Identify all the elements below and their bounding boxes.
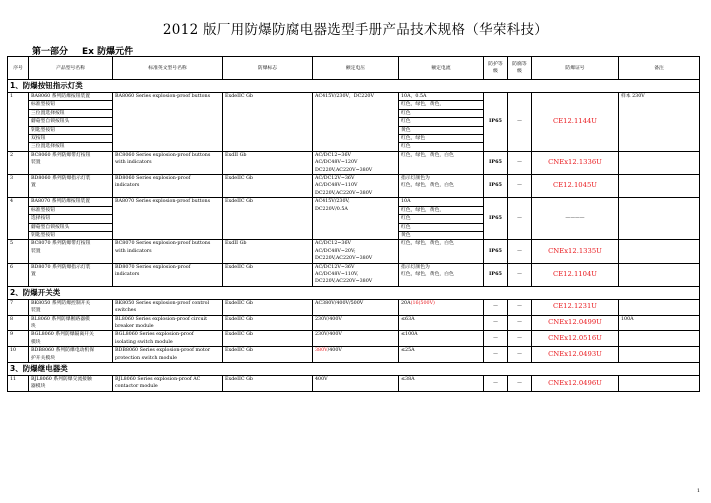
header-voltage: 额定电压: [313, 57, 399, 80]
cell-anticorr: —: [508, 315, 532, 331]
header-en-name: 标准英文型号名称: [113, 57, 223, 80]
cell-line: BJL8060 系列防爆交流接触: [31, 377, 92, 382]
cell-ex-mark: ExdeIIC Gb: [223, 376, 313, 392]
cell-line: BGL8060 Series explosion-proof: [115, 332, 194, 338]
category-row: [8, 363, 700, 376]
category-row: [8, 80, 700, 93]
cell-en-name: [113, 240, 223, 263]
cell-voltage: AC415V/230V，DC220V: [313, 93, 399, 152]
cell-line: BL8060 系列防爆断路器模: [31, 316, 90, 322]
cell-remark: [619, 347, 700, 363]
cell-voltage: [313, 151, 399, 174]
part-label: 第一部分: [32, 47, 69, 57]
cell-line: with indicators: [115, 160, 152, 166]
cell-line: indicators: [115, 183, 140, 189]
cell-remark: [619, 376, 700, 392]
cell-line: AC415V/230V,: [315, 199, 350, 205]
cell-current: [399, 299, 484, 315]
cell-cert: CNEx12.0493U: [532, 347, 619, 363]
cell-anticorr: —: [508, 331, 532, 347]
table-row: [8, 240, 700, 263]
header-ex-mark: 防爆标志: [223, 57, 313, 80]
current-value: 20A: [401, 300, 411, 306]
cell-model: BA8060 系列防爆按钮装置: [29, 93, 113, 101]
cell-current: 10A，0.5A: [399, 93, 484, 101]
voltage-value: 380V: [315, 348, 328, 354]
cell-remark: 100A: [619, 315, 700, 331]
cell-line: 指示灯颜色为: [401, 264, 430, 270]
cell-line: 块: [31, 323, 36, 329]
cell-ex-mark: ExdeIIC Gb: [223, 93, 313, 152]
cell-cert: CNEx12.0496U: [532, 376, 619, 392]
cell-ip: —: [484, 376, 508, 392]
cell-line: BDB8060 系列防爆电动机保: [31, 348, 95, 354]
cell-ex-mark: ExdeIIC Gb: [223, 198, 313, 240]
cell-ex-mark: ExdII Gb: [223, 151, 313, 174]
cell-remark: 样本 230V: [619, 93, 700, 152]
cell-line: BD8070 Series explosion-proof: [115, 264, 191, 270]
cell-en-name: [113, 376, 223, 392]
table-row: [8, 347, 700, 363]
cell-line: AC/DC48V~120V: [315, 160, 358, 166]
cell-current: 红色，绿色，黄色，白色: [399, 240, 484, 263]
cell-en-name: BA8070 Series explosion-proof buttons: [113, 198, 223, 240]
cell-current: ≤63A: [399, 315, 484, 331]
cell-seq: 11: [8, 376, 29, 392]
cell-line: BD8070 系列防爆指示灯装: [31, 264, 91, 270]
cell-voltage: AC380V/400V/500V: [313, 299, 399, 315]
cell-current: 红色: [399, 223, 484, 231]
cell-model: [29, 240, 113, 263]
cell-ex-mark: ExdeIIC Gb: [223, 263, 313, 286]
cell-line: 红色，绿色，黄色，白色: [401, 271, 454, 277]
header-row: [8, 57, 700, 80]
cell-seq: 10: [8, 347, 29, 363]
cell-en-name: BA8060 Series explosion-proof buttons: [113, 93, 223, 152]
category-row: [8, 286, 700, 299]
cell-line: isolating switch module: [115, 339, 173, 345]
table-row: [8, 376, 700, 392]
cell-voltage: [313, 263, 399, 286]
cell-cert: CNEx12.0516U: [532, 331, 619, 347]
cell-current: 红色: [399, 118, 484, 126]
spec-table: [7, 56, 700, 392]
cell-model: [29, 315, 113, 331]
cell-ex-mark: ExdeIIC Gb: [223, 299, 313, 315]
category-title: 2、防爆开关类: [8, 286, 700, 299]
cell-voltage: [313, 240, 399, 263]
table-row: [8, 198, 700, 206]
cell-model: [29, 299, 113, 315]
cell-cert: CNEx12.0499U: [532, 315, 619, 331]
table-row: [8, 299, 700, 315]
cell-line: 装置: [31, 248, 41, 254]
cell-model: 选择按钮: [29, 215, 113, 223]
cell-line: 器模块: [31, 384, 46, 390]
cell-model: [29, 347, 113, 363]
cell-line: BK8050 Series explosion-proof control: [115, 300, 209, 306]
cell-line: BGL8060 系列防爆隔离开关: [31, 332, 94, 338]
cell-model: BA8070 系列防爆按钮装置: [29, 198, 113, 206]
cell-line: DC220V,AC220V~380V: [315, 167, 373, 173]
cell-line: 模块: [31, 339, 41, 345]
cell-line: BC8070 系列防爆带灯按钮: [31, 241, 91, 247]
cell-line: BD8060 Series explosion-proof: [115, 176, 191, 182]
header-model: 产品型号名称: [29, 57, 113, 80]
header-seq: 序号: [8, 57, 29, 80]
cell-ip: —: [484, 331, 508, 347]
cell-line: protection switch module: [115, 355, 177, 361]
cell-seq: 4: [8, 198, 29, 240]
cell-en-name: [113, 151, 223, 174]
cell-en-name: [113, 347, 223, 363]
cell-model: 钥匙型按钮: [29, 231, 113, 239]
table-row: [8, 331, 700, 347]
cell-anticorr: —: [508, 93, 532, 152]
cell-anticorr: —: [508, 299, 532, 315]
cell-remark: [619, 175, 700, 198]
header-current: 额定电流: [399, 57, 484, 80]
cell-seq: 3: [8, 175, 29, 198]
category-title: 1、防爆按钮指示灯类: [8, 80, 700, 93]
cell-seq: 1: [8, 93, 29, 152]
cell-line: DC220V,AC220V~380V: [315, 256, 373, 262]
cell-model: 标准型按钮: [29, 206, 113, 214]
cell-current: 红色: [399, 143, 484, 151]
cell-ex-mark: ExdII Gb: [223, 240, 313, 263]
cell-line: BL8060 Series explosion-proof circuit: [115, 316, 208, 322]
cell-en-name: [113, 299, 223, 315]
cell-remark: [619, 299, 700, 315]
document-title: 2012 版厂用防爆防腐电器选型手册产品技术规格（华荣科技）: [162, 22, 549, 38]
cell-cert: CE12.1045U: [532, 175, 619, 198]
cell-voltage: [313, 198, 399, 240]
cell-current: 黄色: [399, 126, 484, 134]
page-number: 1: [696, 488, 700, 494]
part-name: Ex 防爆元件: [82, 47, 134, 57]
current-note: (16(500V): [410, 300, 435, 306]
header-remark: 备注: [619, 57, 700, 80]
cell-current: [399, 263, 484, 286]
cell-line: 置: [31, 271, 36, 277]
table-row: [8, 175, 700, 198]
table-row: [8, 93, 700, 101]
cell-model: 蘑菇型自锁按钮头: [29, 223, 113, 231]
cell-anticorr: —: [508, 240, 532, 263]
cell-line: AC/DC12~36V: [315, 241, 351, 247]
cell-line: AC/DC48V~110V,: [315, 271, 359, 277]
cell-seq: 9: [8, 331, 29, 347]
cell-ex-mark: ExdeIIC Gb: [223, 315, 313, 331]
cell-current: ≤25A: [399, 347, 484, 363]
cell-model: 三位置选择按钮: [29, 143, 113, 151]
cell-line: AC/DC12~36V: [315, 152, 351, 158]
cell-line: DC220V/0.5A: [315, 206, 348, 212]
cell-anticorr: —: [508, 347, 532, 363]
cell-en-name: [113, 315, 223, 331]
cell-line: indicators: [115, 271, 140, 277]
cell-model: [29, 263, 113, 286]
cell-anticorr: —: [508, 198, 532, 240]
cell-cert: CE12.1104U: [532, 263, 619, 286]
cell-model: 蘑菇型自锁按钮头: [29, 118, 113, 126]
cell-line: contactor module: [115, 384, 158, 390]
cell-en-name: [113, 263, 223, 286]
cell-line: AC/DC48V~110V: [315, 183, 358, 189]
cell-line: DC220V,AC220V~380V: [315, 190, 373, 196]
cell-line: BC8060 Series explosion-proof buttons: [115, 152, 211, 158]
cell-current: 红色，绿色，黄色，: [399, 101, 484, 109]
category-title: 3、防爆继电器类: [8, 363, 700, 376]
cell-current: 红色，绿色，黄色，白色: [399, 151, 484, 174]
cell-current: 红色，绿色: [399, 135, 484, 143]
cell-ex-mark: ExdeIIC Gb: [223, 347, 313, 363]
cell-anticorr: —: [508, 151, 532, 174]
cell-current: 红色: [399, 215, 484, 223]
cell-seq: 8: [8, 315, 29, 331]
cell-line: BJL8060 Series explosion-proof AC: [115, 377, 201, 382]
cell-line: AC/DC12V~36V: [315, 264, 355, 270]
cell-line: with indicators: [115, 248, 152, 254]
cell-model: [29, 175, 113, 198]
cell-ip: IP65: [484, 198, 508, 240]
cell-remark: [619, 240, 700, 263]
cell-ex-mark: ExdeIIC Gb: [223, 175, 313, 198]
cell-model: [29, 376, 113, 392]
cell-cert: ————: [532, 198, 619, 240]
cell-current: [399, 175, 484, 198]
cell-line: 置: [31, 183, 36, 189]
cell-ip: IP65: [484, 93, 508, 152]
voltage-rest: /400V: [327, 348, 342, 354]
cell-voltage: 230V/400V: [313, 315, 399, 331]
table-row: [8, 315, 700, 331]
cell-line: 指示灯颜色为: [401, 176, 430, 182]
cell-en-name: [113, 175, 223, 198]
table-row: [8, 151, 700, 174]
cell-cert: CNEx12.1335U: [532, 240, 619, 263]
cell-cert: CE12.1231U: [532, 299, 619, 315]
cell-line: 红色，绿色，黄色，白色: [401, 183, 454, 189]
cell-remark: [619, 151, 700, 174]
cell-model: 标准型按钮: [29, 101, 113, 109]
cell-current: ≤38A: [399, 376, 484, 392]
cell-model: 双按钮: [29, 135, 113, 143]
cell-anticorr: —: [508, 376, 532, 392]
cell-model: 钥匙型按钮: [29, 126, 113, 134]
cell-remark: [619, 263, 700, 286]
cell-ip: —: [484, 315, 508, 331]
cell-current: 红色: [399, 109, 484, 117]
cell-line: 装置: [31, 160, 41, 166]
cell-remark: [619, 331, 700, 347]
cell-en-name: [113, 331, 223, 347]
cell-seq: 6: [8, 263, 29, 286]
cell-line: breaker module: [115, 323, 154, 329]
cell-ex-mark: ExdeIIC Gb: [223, 331, 313, 347]
cell-model: [29, 151, 113, 174]
cell-model: 三位置选择按钮: [29, 109, 113, 117]
cell-cert: CNEx12.1336U: [532, 151, 619, 174]
cell-anticorr: —: [508, 175, 532, 198]
header-ip: 防护等级: [484, 57, 508, 80]
cell-line: DC220V,AC220V~380V: [315, 279, 373, 285]
cell-ip: IP65: [484, 151, 508, 174]
cell-cert: CE12.1144U: [532, 93, 619, 152]
cell-ip: IP65: [484, 175, 508, 198]
cell-ip: IP65: [484, 263, 508, 286]
cell-seq: 7: [8, 299, 29, 315]
cell-ip: IP65: [484, 240, 508, 263]
cell-current: 红色，绿色，黄色，: [399, 206, 484, 214]
cell-line: BD8060 系列防爆指示灯装: [31, 176, 91, 182]
cell-voltage: [313, 175, 399, 198]
cell-ip: —: [484, 299, 508, 315]
cell-current: 黄色: [399, 231, 484, 239]
cell-line: AC/DC12V~36V: [315, 176, 355, 182]
cell-seq: 2: [8, 151, 29, 174]
cell-line: AC/DC48V~20V;: [315, 248, 356, 254]
cell-voltage: 400V: [313, 376, 399, 392]
cell-line: switches: [115, 308, 137, 314]
cell-current: 10A: [399, 198, 484, 206]
cell-current: ≤100A: [399, 331, 484, 347]
cell-remark: [619, 198, 700, 240]
cell-line: 装置: [31, 308, 41, 314]
header-cert: 防爆证号: [532, 57, 619, 80]
cell-line: BDB8060 Series explosion-proof motor: [115, 348, 211, 354]
cell-line: BC8070 Series explosion-proof buttons: [115, 241, 211, 247]
cell-anticorr: —: [508, 263, 532, 286]
cell-line: 护开关模块: [31, 355, 55, 361]
cell-line: BC8060 系列防爆带灯按钮: [31, 152, 91, 158]
cell-line: BK8050 系列防爆控制开关: [31, 300, 91, 306]
cell-ip: —: [484, 347, 508, 363]
header-anticorr: 防腐等级: [508, 57, 532, 80]
table-row: [8, 263, 700, 286]
cell-seq: 5: [8, 240, 29, 263]
cell-voltage: [313, 347, 399, 363]
cell-model: [29, 331, 113, 347]
cell-voltage: 230V/400V: [313, 331, 399, 347]
